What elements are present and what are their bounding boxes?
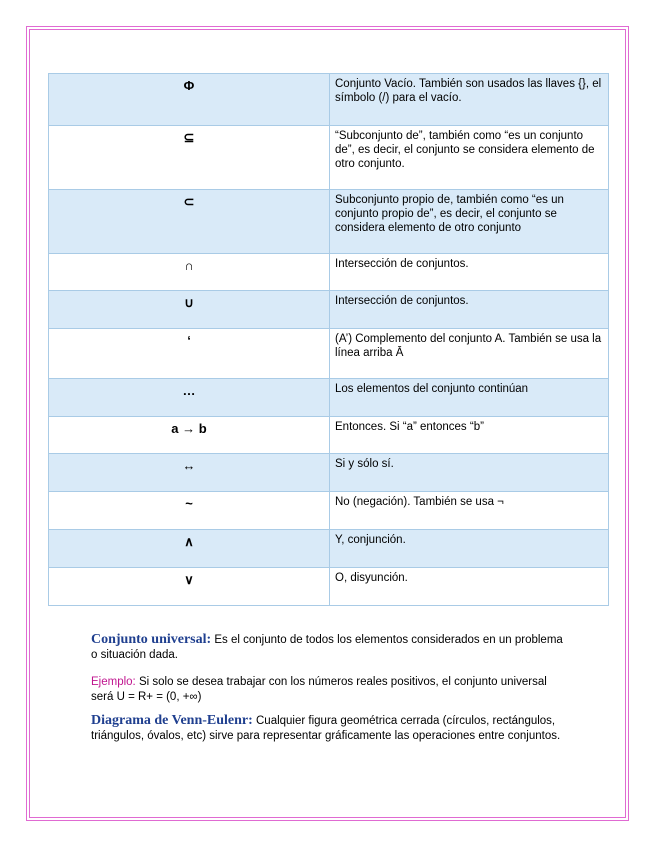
symbol-table (48, 73, 609, 606)
venn-term: Diagrama de Venn-Eulenr: (91, 713, 253, 728)
table-row (49, 417, 609, 454)
symbol-cell: … (49, 379, 330, 417)
table-row (49, 74, 609, 126)
universal-set-paragraph (91, 632, 571, 663)
description-cell: (A’) Complemento del conjunto A. También se usa la línea arriba Ā (330, 329, 609, 379)
symbol-cell: ~ (49, 492, 330, 530)
description-cell: Y, conjunción. (330, 530, 609, 568)
symbol-cell: ∪ (49, 291, 330, 329)
description-cell: “Subconjunto de”, también como “es un conjunto de”, es decir, el conjunto se considera elemento de otro conjunto. (330, 126, 609, 190)
venn-text: Cualquier figura geométrica cerrada (círculos, rectángulos, triángulos, óvalos, etc) sirve para representar gráficamente las operaciones entre conjuntos. (91, 715, 561, 742)
table-row (49, 126, 609, 190)
table-row (49, 190, 609, 254)
venn-paragraph (91, 713, 571, 744)
example-paragraph (91, 675, 571, 705)
example-text: Si solo se desea trabajar con los números reales positivos, el conjunto universal será U = R+ = (0, +∞) (91, 676, 547, 703)
symbol-cell: a → b (49, 417, 330, 454)
symbol-cell: ⊂ (49, 190, 330, 254)
description-cell: No (negación). También se usa ¬ (330, 492, 609, 530)
description-cell: Entonces. Si “a” entonces “b” (330, 417, 609, 454)
table-row (49, 379, 609, 417)
symbol-cell: ∧ (49, 530, 330, 568)
universal-set-term: Conjunto universal: (91, 632, 212, 647)
description-cell: Si y sólo sí. (330, 454, 609, 492)
description-cell: Conjunto Vacío. También son usados las llaves {}, el símbolo (/) para el vacío. (330, 74, 609, 126)
table-row (49, 291, 609, 329)
example-label: Ejemplo: (91, 676, 136, 688)
table-row (49, 454, 609, 492)
symbol-cell: ‘ (49, 329, 330, 379)
table-row (49, 492, 609, 530)
table-row (49, 254, 609, 291)
symbol-cell: ↔ (49, 454, 330, 492)
universal-set-text: Es el conjunto de todos los elementos considerados en un problema o situación dada. (91, 634, 563, 661)
description-cell: Subconjunto propio de, también como “es un conjunto propio de”, es decir, el conjunto se considera elemento de otro conjunto (330, 190, 609, 254)
description-cell: O, disyunción. (330, 568, 609, 606)
symbol-cell: ∨ (49, 568, 330, 606)
description-cell: Intersección de conjuntos. (330, 254, 609, 291)
table-row (49, 568, 609, 606)
table-row (49, 530, 609, 568)
table-row (49, 329, 609, 379)
description-cell: Los elementos del conjunto continúan (330, 379, 609, 417)
description-cell: Intersección de conjuntos. (330, 291, 609, 329)
symbol-cell: ⊆ (49, 126, 330, 190)
symbol-cell: ∩ (49, 254, 330, 291)
symbol-cell: Φ (49, 74, 330, 126)
